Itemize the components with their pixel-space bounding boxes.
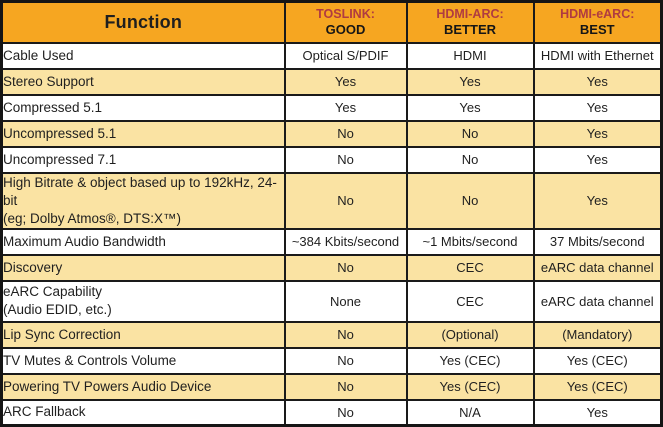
column-name-hdmi-earc: HDMI-eARC:	[560, 7, 635, 22]
column-name-toslink: TOSLINK:	[316, 7, 375, 22]
table-row	[2, 229, 662, 255]
row-label: Uncompressed 5.1	[2, 121, 285, 147]
table-row	[2, 400, 662, 426]
row-label: Compressed 5.1	[2, 95, 285, 121]
cell-toslink: No	[285, 173, 407, 229]
cell-hdmi-earc: Yes	[534, 173, 662, 229]
cell-hdmi-earc: HDMI with Ethernet	[534, 43, 662, 69]
row-label: Lip Sync Correction	[2, 322, 285, 348]
cell-toslink: Yes	[285, 95, 407, 121]
column-header-hdmi-arc	[407, 2, 534, 43]
cell-hdmi-arc: HDMI	[407, 43, 534, 69]
row-label: Maximum Audio Bandwidth	[2, 229, 285, 255]
column-name-hdmi-arc: HDMI-ARC:	[436, 7, 504, 22]
column-rating-good: GOOD	[325, 22, 366, 38]
cell-hdmi-arc: ~1 Mbits/second	[407, 229, 534, 255]
table-row	[2, 348, 662, 374]
cell-hdmi-earc: (Mandatory)	[534, 322, 662, 348]
table-row	[2, 374, 662, 400]
row-label: Uncompressed 7.1	[2, 147, 285, 173]
cell-hdmi-earc: Yes	[534, 69, 662, 95]
table-row	[2, 69, 662, 95]
function-column-header: Function	[2, 2, 285, 43]
cell-hdmi-arc: Yes	[407, 95, 534, 121]
row-label: ARC Fallback	[2, 400, 285, 426]
row-label: High Bitrate & object based up to 192kHz, 24-bit (eg; Dolby Atmos®, DTS:X™)	[2, 173, 285, 229]
cell-toslink: ~384 Kbits/second	[285, 229, 407, 255]
table-row	[2, 281, 662, 322]
table-row	[2, 322, 662, 348]
cell-hdmi-arc: Yes (CEC)	[407, 348, 534, 374]
cell-hdmi-arc: Yes	[407, 69, 534, 95]
row-label: eARC Capability (Audio EDID, etc.)	[2, 281, 285, 322]
row-label: Discovery	[2, 255, 285, 281]
column-rating-better: BETTER	[444, 22, 496, 38]
cell-hdmi-earc: Yes (CEC)	[534, 348, 662, 374]
cell-toslink: No	[285, 147, 407, 173]
cell-toslink: No	[285, 255, 407, 281]
cell-hdmi-arc: No	[407, 121, 534, 147]
table-row	[2, 255, 662, 281]
cell-hdmi-earc: Yes (CEC)	[534, 374, 662, 400]
cell-hdmi-arc: N/A	[407, 400, 534, 426]
cell-hdmi-earc: Yes	[534, 121, 662, 147]
cell-toslink: None	[285, 281, 407, 322]
cell-hdmi-arc: (Optional)	[407, 322, 534, 348]
column-header-hdmi-earc	[534, 2, 662, 43]
cell-toslink: No	[285, 374, 407, 400]
table-row	[2, 43, 662, 69]
table-row	[2, 173, 662, 229]
cell-toslink: No	[285, 322, 407, 348]
column-rating-best: BEST	[579, 22, 615, 38]
cell-toslink: Optical S/PDIF	[285, 43, 407, 69]
cell-hdmi-earc: Yes	[534, 147, 662, 173]
cell-toslink: No	[285, 400, 407, 426]
cell-hdmi-earc: eARC data channel	[534, 281, 662, 322]
table-row	[2, 147, 662, 173]
table-row	[2, 95, 662, 121]
cell-hdmi-arc: No	[407, 173, 534, 229]
column-header-toslink	[285, 2, 407, 43]
cell-hdmi-earc: Yes	[534, 95, 662, 121]
row-label: Stereo Support	[2, 69, 285, 95]
cell-hdmi-arc: No	[407, 147, 534, 173]
table-row	[2, 121, 662, 147]
header-row	[2, 2, 662, 43]
row-label: TV Mutes & Controls Volume	[2, 348, 285, 374]
row-label: Cable Used	[2, 43, 285, 69]
cell-hdmi-arc: CEC	[407, 281, 534, 322]
cell-toslink: No	[285, 348, 407, 374]
cell-hdmi-arc: CEC	[407, 255, 534, 281]
cell-hdmi-earc: Yes	[534, 400, 662, 426]
cell-hdmi-earc: eARC data channel	[534, 255, 662, 281]
cell-toslink: Yes	[285, 69, 407, 95]
row-label: Powering TV Powers Audio Device	[2, 374, 285, 400]
cell-hdmi-arc: Yes (CEC)	[407, 374, 534, 400]
cell-hdmi-earc: 37 Mbits/second	[534, 229, 662, 255]
cell-toslink: No	[285, 121, 407, 147]
